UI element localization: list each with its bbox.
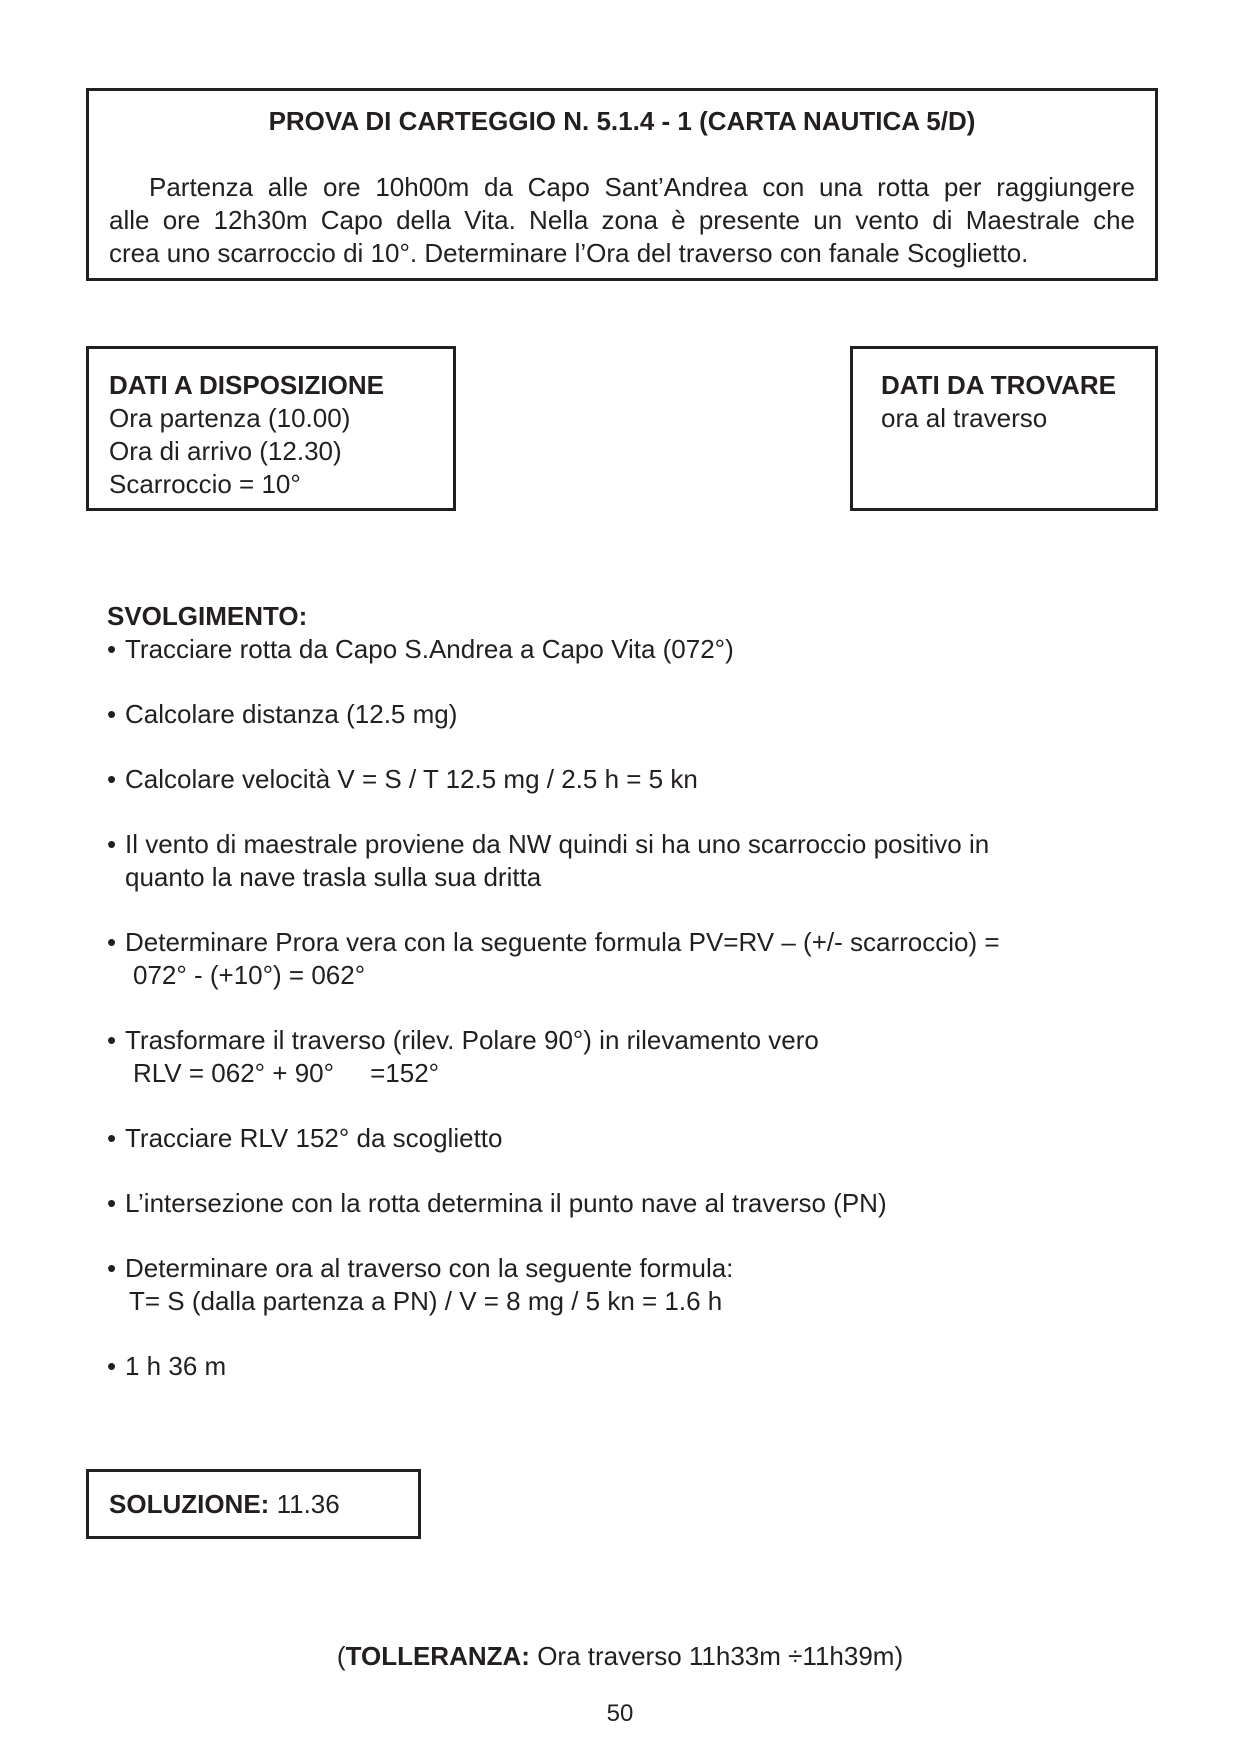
tolerance-label: TOLLERANZA: (345, 1641, 530, 1671)
step-text: Tracciare RLV 152° da scoglietto (125, 1123, 503, 1153)
solution-step (107, 1187, 1107, 1220)
statement-line: Partenza alle ore 10h00m da Capo Sant’Andrea con una rotta per raggiungere (149, 172, 1135, 202)
bullet-icon: • (107, 699, 117, 729)
step-text: Calcolare distanza (12.5 mg) (125, 699, 458, 729)
given-data-box (86, 346, 456, 511)
given-item: Scarroccio = 10° (109, 469, 301, 499)
solution-step (107, 698, 1107, 731)
tolerance-open-paren: ( (336, 1641, 346, 1671)
step-text: Calcolare velocità V = S / T 12.5 mg / 2.5 h = 5 kn (125, 764, 698, 794)
given-data-heading: DATI A DISPOSIZIONE (109, 370, 384, 400)
page-number: 50 (606, 1700, 634, 1727)
solution-steps-section (107, 600, 1107, 1383)
data-to-find-heading: DATI DA TROVARE (881, 370, 1116, 400)
solution-step (107, 1122, 1107, 1155)
bullet-icon: • (107, 634, 117, 664)
given-item: Ora partenza (10.00) (109, 403, 351, 433)
solution-step (107, 1024, 1107, 1090)
step-formula: T= S (dalla partenza a PN) / V = 8 mg / 5 kn = 1.6 h (129, 1286, 723, 1316)
exercise-statement (109, 171, 1135, 270)
data-to-find-box (850, 346, 1158, 511)
step-formula: RLV = 062° + 90° =152° (133, 1058, 440, 1088)
step-text: L’intersezione con la rotta determina il punto nave al traverso (PN) (125, 1188, 887, 1218)
exercise-title: PROVA DI CARTEGGIO N. 5.1.4 - 1 (CARTA NAUTICA 5/D) (268, 106, 976, 136)
statement-line: crea uno scarroccio di 10°. Determinare l’Ora del traverso con fanale Scoglietto. (109, 238, 1029, 268)
answer-box (86, 1469, 421, 1539)
solution-step (107, 763, 1107, 796)
solution-step (107, 828, 1107, 894)
given-item: Ora di arrivo (12.30) (109, 436, 342, 466)
step-text: Tracciare rotta da Capo S.Andrea a Capo Vita (072°) (125, 634, 734, 664)
solution-step (107, 633, 1107, 666)
step-text: Determinare Prora vera con la seguente formula PV=RV – (+/- scarroccio) = (125, 927, 1000, 957)
tolerance-note (0, 1640, 1240, 1673)
bullet-icon: • (107, 1351, 117, 1381)
step-formula: 072° - (+10°) = 062° (133, 960, 366, 990)
bullet-icon: • (107, 1025, 117, 1055)
step-text: Il vento di maestrale proviene da NW quindi si ha uno scarroccio positivo in (125, 829, 990, 859)
bullet-icon: • (107, 1123, 117, 1153)
solution-step (107, 1350, 1107, 1383)
answer-label: SOLUZIONE: (109, 1489, 270, 1519)
bullet-icon: • (107, 1188, 117, 1218)
solution-step (107, 1252, 1107, 1318)
to-find-item: ora al traverso (881, 403, 1048, 433)
statement-line: alle ore 12h30m Capo della Vita. Nella zona è presente un vento di Maestrale che (109, 205, 1135, 235)
bullet-icon: • (107, 764, 117, 794)
step-text: Determinare ora al traverso con la seguente formula: (125, 1253, 734, 1283)
bullet-icon: • (107, 927, 117, 957)
tolerance-text: Ora traverso 11h33m ÷11h39m) (537, 1641, 904, 1671)
exercise-box (86, 88, 1158, 281)
solution-step (107, 926, 1107, 992)
step-text: Trasformare il traverso (rilev. Polare 90°) in rilevamento vero (125, 1025, 819, 1055)
answer-value: 11.36 (276, 1489, 340, 1519)
step-text: 1 h 36 m (125, 1351, 227, 1381)
bullet-icon: • (107, 1253, 117, 1283)
solution-heading: SVOLGIMENTO: (107, 601, 308, 631)
step-text-continued: quanto la nave trasla sulla sua dritta (125, 862, 542, 892)
bullet-icon: • (107, 829, 117, 859)
